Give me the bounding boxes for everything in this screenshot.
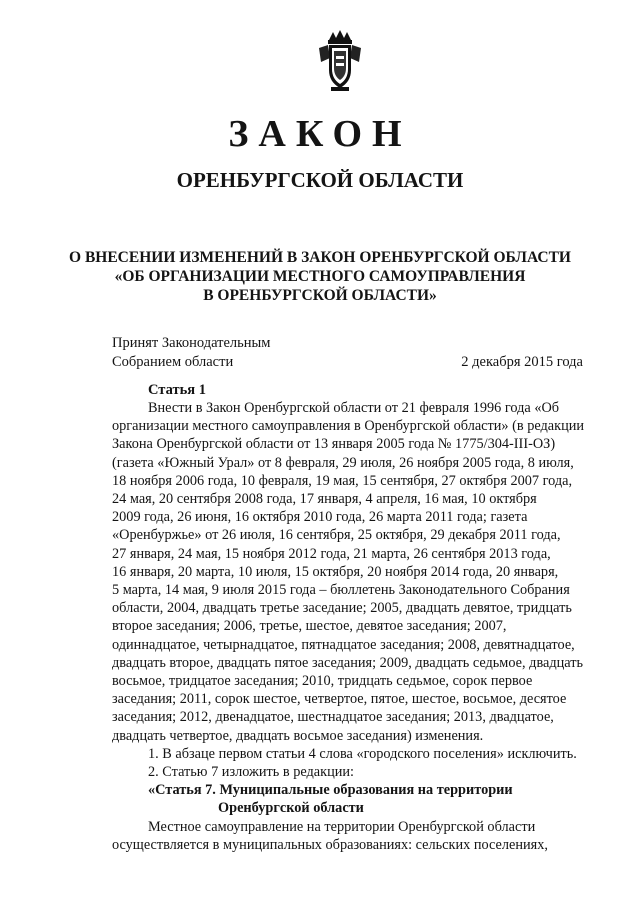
law-name bbox=[0, 248, 640, 305]
law-name-line: В ОРЕНБУРГСКОЙ ОБЛАСТИ» bbox=[203, 287, 437, 304]
article-text-line: Внести в Закон Оренбургской области от 21 февраля 1996 года «Об bbox=[148, 400, 560, 416]
adoption-line: Принят Законодательным bbox=[112, 335, 271, 351]
article-text-line: Закона Оренбургской области от 13 января 2005 года № 1775/304-III-ОЗ) bbox=[112, 436, 556, 453]
article-text-line: организации местного самоуправления в Оренбургской области» (в редакции bbox=[112, 418, 584, 435]
article-text-line: двадцать второе, двадцать пятое заседания; 2009, двадцать седьмое, двадцать bbox=[112, 654, 584, 671]
article-text-line: заседания; 2011, сорок шестое, четвертое, пятое, шестое, восьмое, десятое bbox=[112, 691, 567, 708]
law-name-line: «ОБ ОРГАНИЗАЦИИ МЕСТНОГО САМОУПРАВЛЕНИЯ bbox=[114, 268, 526, 285]
article-text-line: одиннадцатое, четырнадцатое, пятнадцатое заседания; 2008, девятнадцатое, bbox=[112, 636, 575, 653]
article-text-line: восьмое, тридцатое заседания; 2010, тридцать седьмое, сорок первое bbox=[112, 673, 533, 690]
adoption-info bbox=[112, 334, 270, 372]
adoption-line: Собранием области bbox=[112, 354, 234, 370]
article-text-line: 1. В абзаце первом статьи 4 слова «городского поселения» исключить. bbox=[148, 745, 577, 762]
coat-of-arms-icon bbox=[317, 30, 363, 92]
document-subtitle: ОРЕНБУРГСКОЙ ОБЛАСТИ bbox=[176, 168, 464, 192]
article-text-line: «Оренбуржье» от 26 июля, 16 сентября, 25 октября, 29 декабря 2011 года, bbox=[112, 527, 561, 544]
article-text-line: (газета «Южный Урал» от 8 февраля, 29 июля, 26 ноября 2005 года, 8 июля, bbox=[112, 454, 574, 471]
article-text-line: 27 января, 24 мая, 15 ноября 2012 года, 21 марта, 26 сентября 2013 года, bbox=[112, 545, 551, 562]
law-name-line: О ВНЕСЕНИИ ИЗМЕНЕНИЙ В ЗАКОН ОРЕНБУРГСКОЙ ОБЛАСТИ bbox=[69, 249, 571, 266]
article-text-line: 5 марта, 14 мая, 9 июля 2015 года – бюллетень Законодательного Собрания bbox=[112, 582, 570, 599]
article-text-line: заседания; 2012, двенадцатое, шестнадцатое заседания; 2013, двадцатое, bbox=[112, 709, 554, 726]
article-text-line: двадцать четвертое, двадцать восьмое заседания) изменения. bbox=[112, 727, 484, 744]
document-title: ЗАКОН bbox=[228, 113, 412, 155]
article-text-line: второе заседания; 2006, третье, шестое, девятое заседания; 2007, bbox=[112, 618, 507, 635]
article-text-line: 24 мая, 20 сентября 2008 года, 17 января, 4 апреля, 16 мая, 10 октября bbox=[112, 491, 537, 508]
article-heading: Статья 1 bbox=[148, 382, 206, 398]
article-body bbox=[112, 399, 584, 854]
article-text-line: 2009 года, 26 июня, 16 октября 2010 года, 26 марта 2011 года; газета bbox=[112, 509, 528, 526]
article-text-line: Оренбургской области bbox=[218, 800, 364, 817]
adoption-date: 2 декабря 2015 года bbox=[461, 354, 583, 370]
article-text-line: «Статья 7. Муниципальные образования на территории bbox=[148, 782, 513, 799]
article-text-line: 16 января, 20 марта, 10 июля, 15 октября, 20 ноября 2014 года, 20 января, bbox=[112, 563, 559, 580]
article-text-line: осуществляется в муниципальных образованиях: сельских поселениях, bbox=[112, 836, 548, 853]
article-text-line: 18 ноября 2006 года, 10 февраля, 19 мая, 15 сентября, 27 октября 2007 года, bbox=[112, 472, 573, 489]
article-text-line: области, 2004, двадцать третье заседание; 2005, двадцать девятое, тридцать bbox=[112, 600, 572, 617]
article-text-line: Местное самоуправление на территории Оренбургской области bbox=[148, 818, 536, 835]
article-text-line: 2. Статью 7 изложить в редакции: bbox=[148, 764, 355, 781]
